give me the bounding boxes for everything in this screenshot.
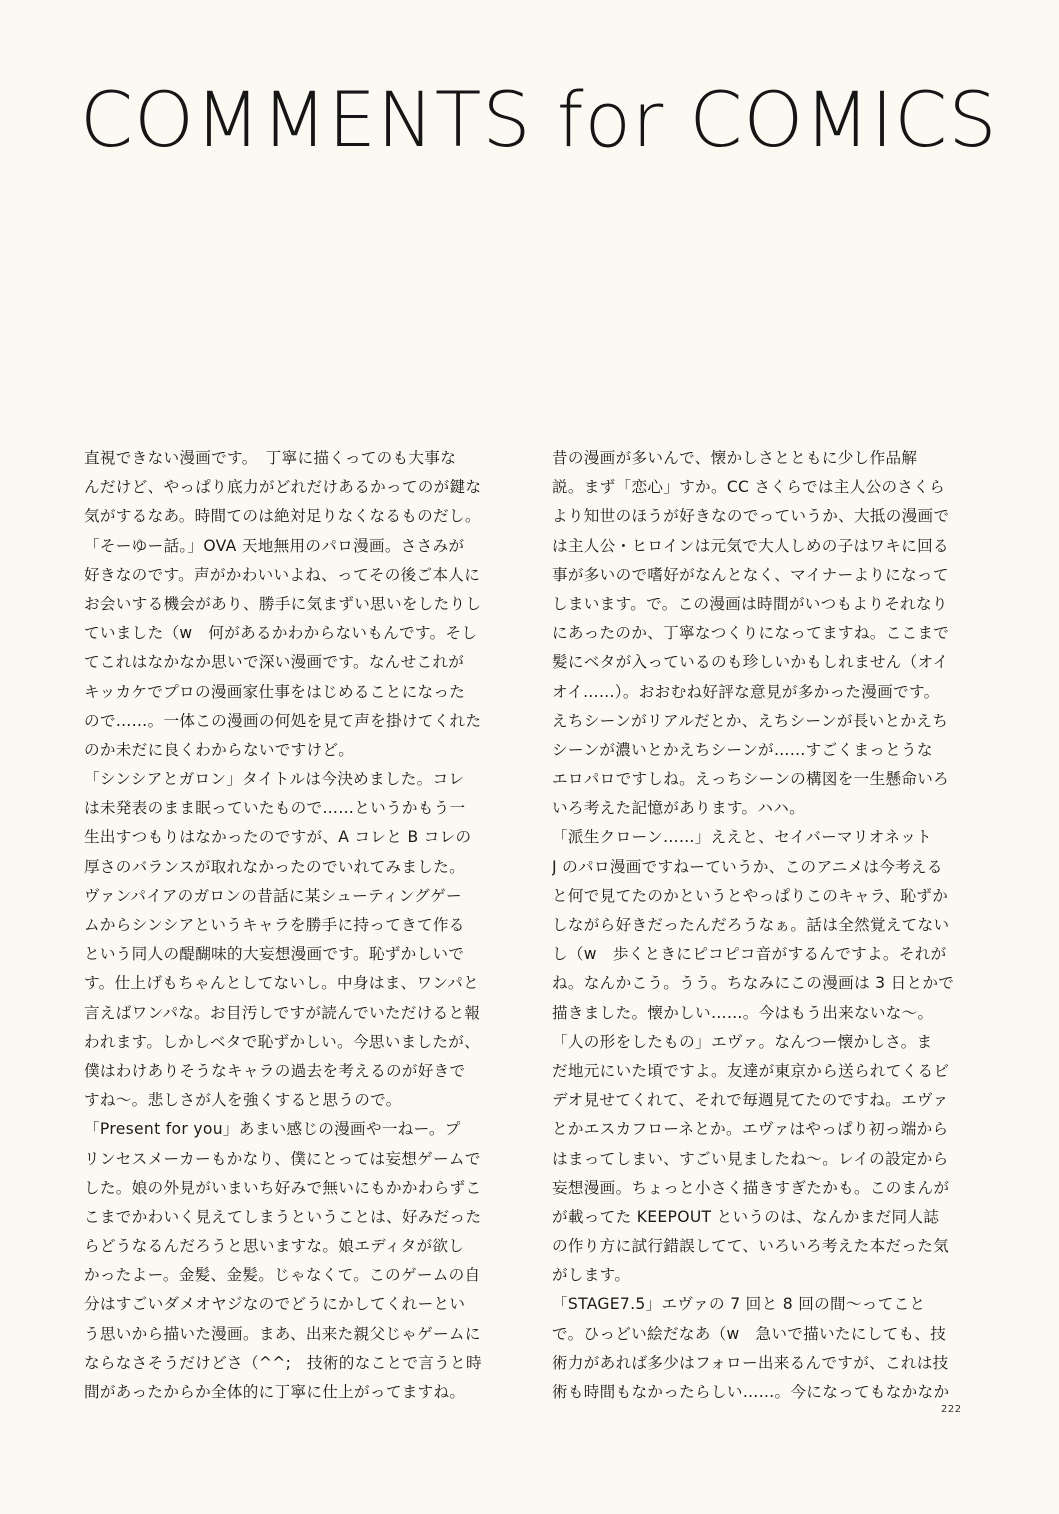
- text-line: いろ考えた記憶があります。ハハ。: [552, 799, 806, 818]
- text-line: 「STAGE7.5」エヴァの 7 回と 8 回の間～ってこと: [552, 1295, 926, 1314]
- text-line: てこれはなかなか思いで深い漫画です。なんせこれが: [84, 653, 465, 672]
- text-line: 「そーゆー話。」OVA 天地無用のパロ漫画。ささみが: [84, 536, 465, 555]
- text-line: 髪にベタが入っているのも珍しいかもしれません（オイ: [552, 653, 949, 672]
- text-line: 間があったからか全体的に丁寧に仕上がってますね。: [84, 1383, 466, 1401]
- text-line: 「Present for you」あまい感じの漫画や一ねー。プ: [84, 1120, 461, 1139]
- text-line: と何で見てたのかというとやっぱりこのキャラ、恥ずか: [552, 886, 949, 905]
- text-line: お会いする機会があり、勝手に気まずい思いをしたりし: [84, 594, 482, 613]
- text-line: 好きなのです。声がかわいいよね、ってその後ご本人に: [84, 565, 481, 584]
- text-line: ね。なんかこう。うう。ちなみにこの漫画は 3 日とかで: [552, 974, 955, 993]
- text-line: という同人の醍醐味的大妄想漫画です。恥ずかしいで: [84, 945, 465, 964]
- text-line: われます。しかしベタで恥ずかしい。今思いましたが、: [84, 1032, 481, 1051]
- page-title: COMMENTS for COMICS: [80, 75, 998, 164]
- text-line: ていました（w 何があるかわからないもんです。そし: [84, 624, 478, 643]
- text-line: 昔の漫画が多いんで、懐かしさとともに少し作品解: [552, 449, 918, 467]
- text-line: がします。: [552, 1266, 631, 1285]
- text-line: ムからシンシアというキャラを勝手に持ってきて作る: [84, 916, 465, 934]
- text-line: とかエスカフローネとか。エヴァはやっぱり初っ端から: [552, 1120, 949, 1139]
- text-line: シーンが濃いとかえちシーンが……すごくまっとうな: [552, 740, 933, 759]
- text-line: にあったのか、丁寧なつくりになってますね。ここまで: [552, 624, 950, 643]
- text-line: んだけど、やっぱり底力がどれだけあるかってのが鍵な: [84, 478, 482, 497]
- text-line: はまってしまい、すごい見ましたね～。レイの設定から: [552, 1149, 949, 1168]
- text-line: 気がするなあ。時間てのは絶対足りなくなるものだし。: [84, 507, 481, 526]
- text-line: すね～。悲しさが人を強くすると思うので。: [84, 1091, 402, 1110]
- body-column-right: [552, 444, 976, 1407]
- text-line: 僕はわけありそうなキャラの過去を考えるのが好きで: [84, 1061, 466, 1080]
- text-line: で。ひっどい絵だなあ（w 急いで描いたにしても、技: [552, 1324, 947, 1343]
- text-line: リンセスメーカーもかなり、僕にとっては妄想ゲームで: [84, 1149, 481, 1168]
- text-line: 術も時間もなかったらしい……。今になってもなかなか: [552, 1383, 950, 1401]
- text-line: ならなさそうだけどさ（^^; 技術的なことで言うと時: [84, 1353, 482, 1372]
- text-line: 「人の形をしたもの」エヴァ。なんつー懐かしさ。ま: [552, 1032, 933, 1051]
- text-line: 分はすごいダメオヤジなのでどうにかしてくれーとい: [84, 1295, 466, 1314]
- text-line: えちシーンがリアルだとか、えちシーンが長いとかえち: [552, 711, 949, 730]
- text-line: デオ見せてくれて、それで毎週見てたのですね。エヴァ: [552, 1091, 949, 1110]
- text-line: ヴァンパイアのガロンの昔話に某シューティングゲー: [84, 886, 462, 905]
- text-line: 妄想漫画。ちょっと小さく描きすぎたかも。このまんが: [552, 1178, 950, 1197]
- text-line: らどうなるんだろうと思いますな。娘エディタが欲し: [84, 1237, 465, 1256]
- text-line: 術力があれば多少はフォロー出来るんですが、これは技: [552, 1353, 949, 1372]
- text-line: 描きました。懐かしい……。今はもう出来ないな～。: [552, 1003, 934, 1022]
- text-line: 説。まず「恋心」すか。CC さくらでは主人公のさくら: [552, 478, 946, 497]
- text-line: こまでかわいく見えてしまうということは、好みだった: [84, 1207, 482, 1226]
- text-line: し（w 歩くときにピコピコ音がするんですよ。それが: [552, 945, 947, 964]
- text-line: のか未だに良くわからないですけど。: [84, 740, 355, 759]
- page-number: 222: [941, 1404, 962, 1415]
- text-line: 事が多いので嗜好がなんとなく、マイナーよりになって: [552, 565, 949, 584]
- text-line: の作り方に試行錯誤してて、いろいろ考えた本だった気: [552, 1237, 950, 1256]
- text-line: より知世のほうが好きなのでっていうか、大抵の漫画で: [552, 507, 950, 526]
- text-line: 「シンシアとガロン」タイトルは今決めました。コレ: [84, 770, 465, 789]
- text-line: オイ……）。おおむね好評な意見が多かった漫画です。: [552, 682, 940, 701]
- text-line: キッカケでプロの漫画家仕事をはじめることになった: [84, 682, 466, 701]
- text-line: 「派生クローン……」ええと、セイバーマリオネット: [552, 828, 933, 847]
- text-line: す。仕上げもちゃんとしてないし。中身はま、ワンパと: [84, 974, 480, 993]
- text-line: は未発表のまま眠っていたもので……というかもう一: [84, 799, 466, 818]
- text-line: が載ってた KEEPOUT というのは、なんかまだ同人誌: [552, 1207, 940, 1226]
- text-line: は主人公・ヒロインは元気で大人しめの子はワキに回る: [552, 536, 949, 555]
- text-line: 言えばワンパな。お目汚しですが読んでいただけると報: [84, 1003, 481, 1022]
- text-line: だ地元にいた頃ですよ。友達が東京から送られてくるビ: [552, 1061, 950, 1080]
- text-line: した。娘の外見がいまいち好みで無いにもかかわらずこ: [84, 1178, 482, 1197]
- text-line: しまいます。で。この漫画は時間がいつもよりそれなり: [552, 594, 948, 613]
- text-line: エロパロですしね。えっちシーンの構図を一生懸命いろ: [552, 770, 950, 789]
- text-line: J のパロ漫画ですねーていうか、このアニメは今考える: [552, 857, 943, 876]
- text-line: う思いから描いた漫画。まあ、出来た親父じゃゲームに: [84, 1324, 481, 1343]
- text-line: 厚さのバランスが取れなかったのでいれてみました。: [84, 857, 465, 876]
- text-line: ので……。一体この漫画の何処を見て声を掛けてくれた: [84, 711, 482, 730]
- text-line: 直視できない漫画です。 丁寧に描くってのも大事な: [84, 449, 457, 467]
- body-column-left: [84, 444, 508, 1407]
- text-line: しながら好きだったんだろうなぁ。話は全然覚えてない: [552, 916, 950, 934]
- text-line: 生出すつもりはなかったのですが、A コレと B コレの: [84, 828, 472, 847]
- text-line: かったよー。金髪、金髪。じゃなくて。このゲームの自: [84, 1266, 481, 1285]
